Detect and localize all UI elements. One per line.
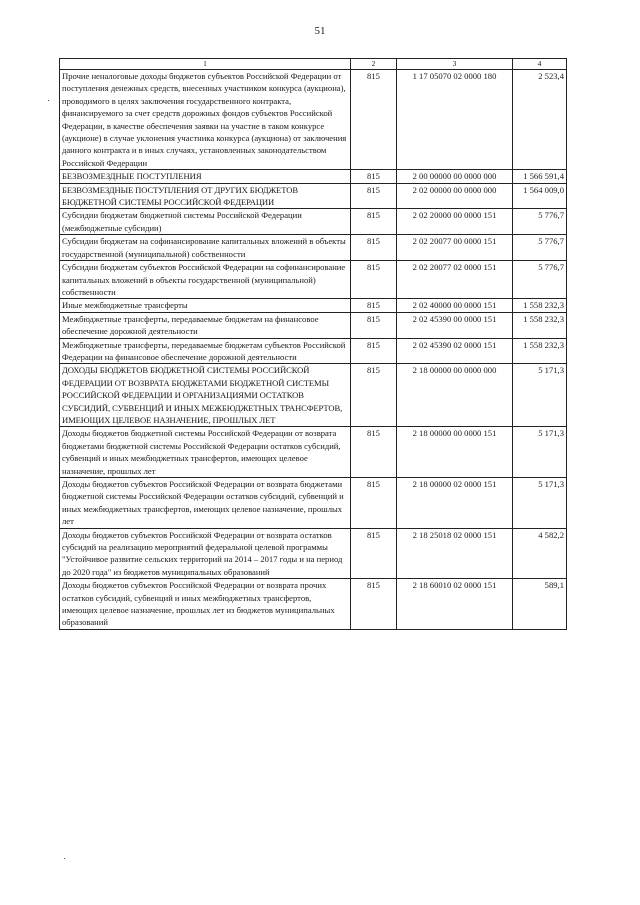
revenue-name: ДОХОДЫ БЮДЖЕТОВ БЮДЖЕТНОЙ СИСТЕМЫ РОССИЙСКОЙ ФЕДЕРАЦИИ ОТ ВОЗВРАТА БЮДЖЕТАМИ БЮДЖЕТНОЙ СИСТЕМЫ РОССИЙСКОЙ ФЕДЕРАЦИИ И ОРГАНИЗАЦИЯМИ ОСТАТКОВ СУБСИДИЙ, СУБВЕНЦИЙ И ИНЫХ МЕЖБЮДЖЕТНЫХ ТРАНСФЕРТОВ, ИМЕЮЩИХ ЦЕЛЕВОЕ НАЗНАЧЕНИЕ, ПРОШЛЫХ ЛЕТ <box>60 364 351 427</box>
scan-speck <box>48 100 49 101</box>
table-row <box>60 70 567 170</box>
table-row <box>60 579 567 630</box>
table-row <box>60 427 567 478</box>
amount: 1 558 232,3 <box>513 338 567 364</box>
administrator-code: 815 <box>351 183 397 209</box>
budget-classification-code: 2 02 20077 00 0000 151 <box>397 235 513 261</box>
administrator-code: 815 <box>351 299 397 312</box>
budget-classification-code: 2 00 00000 00 0000 000 <box>397 170 513 183</box>
budget-classification-code: 2 02 00000 00 0000 000 <box>397 183 513 209</box>
revenue-name: Субсидии бюджетам бюджетной системы Российской Федерации (межбюджетные субсидии) <box>60 209 351 235</box>
revenue-name: Межбюджетные трансферты, передаваемые бюджетам на финансовое обеспечение дорожной деятельности <box>60 312 351 338</box>
table-row <box>60 170 567 183</box>
administrator-code: 815 <box>351 338 397 364</box>
budget-classification-code: 2 18 25018 02 0000 151 <box>397 528 513 579</box>
administrator-code: 815 <box>351 312 397 338</box>
table-row <box>60 299 567 312</box>
budget-classification-code: 2 02 45390 02 0000 151 <box>397 338 513 364</box>
budget-classification-code: 2 18 60010 02 0000 151 <box>397 579 513 630</box>
budget-classification-code: 1 17 05070 02 0000 180 <box>397 70 513 170</box>
revenue-name: Доходы бюджетов субъектов Российской Федерации от возврата остатков субсидий на реализацию мероприятий федеральной целевой программы "Устойчивое развитие сельских территорий на 2014 – 2017 годы и на период до 2020 года" из бюджетов муниципальных образований <box>60 528 351 579</box>
column-number: 4 <box>513 59 567 70</box>
administrator-code: 815 <box>351 261 397 299</box>
column-number: 2 <box>351 59 397 70</box>
revenue-name: Субсидии бюджетам субъектов Российской Федерации на софинансирование капитальных вложений в объекты государственной (муниципальной) собственности <box>60 261 351 299</box>
table-row <box>60 235 567 261</box>
table-row <box>60 261 567 299</box>
table-row <box>60 183 567 209</box>
amount: 5 171,3 <box>513 427 567 478</box>
table-row <box>60 478 567 529</box>
column-number: 1 <box>60 59 351 70</box>
scan-speck <box>64 858 65 859</box>
amount: 5 776,7 <box>513 235 567 261</box>
administrator-code: 815 <box>351 170 397 183</box>
administrator-code: 815 <box>351 70 397 170</box>
revenue-name: Доходы бюджетов субъектов Российской Федерации от возврата бюджетами бюджетной системы Российской Федерации остатков субсидий, субвенций и иных межбюджетных трансфертов, имеющих целевое назначение, прошлых лет <box>60 478 351 529</box>
budget-classification-code: 2 18 00000 00 0000 151 <box>397 427 513 478</box>
budget-classification-code: 2 02 40000 00 0000 151 <box>397 299 513 312</box>
administrator-code: 815 <box>351 478 397 529</box>
column-number: 3 <box>397 59 513 70</box>
table-row <box>60 528 567 579</box>
page-number: 51 <box>314 25 326 37</box>
budget-classification-code: 2 18 00000 02 0000 151 <box>397 478 513 529</box>
revenue-name: Прочие неналоговые доходы бюджетов субъектов Российской Федерации от поступления денежных средств, внесенных участником конкурса (аукциона), проводимого в целях заключения государственного контракта, финансируемого за счет средств дорожных фондов субъектов Российской Федерации, в качестве обеспечения заявки на участие в таком конкурсе (аукционе) в случае уклонения участника конкурса (аукциона) от заключения данного контракта и в иных случаях, установленных законодательством Российской Федерации <box>60 70 351 170</box>
amount: 1 564 009,0 <box>513 183 567 209</box>
amount: 5 776,7 <box>513 209 567 235</box>
revenue-name: Иные межбюджетные трансферты <box>60 299 351 312</box>
budget-classification-code: 2 18 00000 00 0000 000 <box>397 364 513 427</box>
table-row <box>60 364 567 427</box>
budget-classification-code: 2 02 45390 00 0000 151 <box>397 312 513 338</box>
budget-classification-code: 2 02 20077 02 0000 151 <box>397 261 513 299</box>
administrator-code: 815 <box>351 209 397 235</box>
amount: 5 776,7 <box>513 261 567 299</box>
amount: 2 523,4 <box>513 70 567 170</box>
administrator-code: 815 <box>351 235 397 261</box>
revenue-name: Межбюджетные трансферты, передаваемые бюджетам субъектов Российской Федерации на финансовое обеспечение дорожной деятельности <box>60 338 351 364</box>
revenue-name: БЕЗВОЗМЕЗДНЫЕ ПОСТУПЛЕНИЯ ОТ ДРУГИХ БЮДЖЕТОВ БЮДЖЕТНОЙ СИСТЕМЫ РОССИЙСКОЙ ФЕДЕРАЦИИ <box>60 183 351 209</box>
column-number-row <box>60 59 567 70</box>
revenue-name: Доходы бюджетов бюджетной системы Российской Федерации от возврата бюджетами бюджетной системы Российской Федерации остатков субсидий, субвенций и иных межбюджетных трансфертов, имеющих целевое назначение, прошлых лет <box>60 427 351 478</box>
table-row <box>60 209 567 235</box>
amount: 5 171,3 <box>513 478 567 529</box>
amount: 1 558 232,3 <box>513 299 567 312</box>
amount: 5 171,3 <box>513 364 567 427</box>
administrator-code: 815 <box>351 364 397 427</box>
revenue-name: БЕЗВОЗМЕЗДНЫЕ ПОСТУПЛЕНИЯ <box>60 170 351 183</box>
amount: 1 558 232,3 <box>513 312 567 338</box>
amount: 4 582,2 <box>513 528 567 579</box>
administrator-code: 815 <box>351 427 397 478</box>
revenue-table <box>59 58 567 630</box>
budget-classification-code: 2 02 20000 00 0000 151 <box>397 209 513 235</box>
revenue-name: Субсидии бюджетам на софинансирование капитальных вложений в объекты государственной (муниципальной) собственности <box>60 235 351 261</box>
amount: 1 566 591,4 <box>513 170 567 183</box>
administrator-code: 815 <box>351 528 397 579</box>
amount: 589,1 <box>513 579 567 630</box>
revenue-name: Доходы бюджетов субъектов Российской Федерации от возврата прочих остатков субсидий, субвенций и иных межбюджетных трансфертов, имеющих целевое назначение, прошлых лет из бюджетов муниципальных образований <box>60 579 351 630</box>
table-row <box>60 312 567 338</box>
table-row <box>60 338 567 364</box>
administrator-code: 815 <box>351 579 397 630</box>
